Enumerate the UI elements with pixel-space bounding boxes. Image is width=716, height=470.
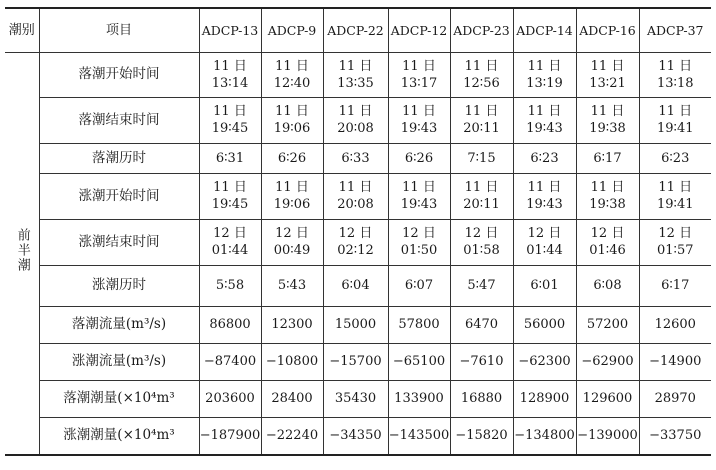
value-cell [323, 97, 388, 143]
value-day: 12 日 [590, 226, 625, 241]
value-cell [261, 173, 323, 219]
value-text: 12∶40 [273, 75, 311, 91]
value-text: 133900 [394, 391, 444, 406]
value-text: 19∶45 [211, 121, 249, 136]
value-text: 01∶44 [211, 243, 249, 258]
value-text: 12600 [654, 317, 696, 332]
value-cell [450, 143, 513, 173]
value-text: 6∶07 [404, 278, 434, 293]
value-cell [513, 97, 576, 143]
value-cell [261, 97, 323, 143]
value-cell [639, 380, 711, 417]
value-cell [323, 306, 388, 343]
value-text: 6∶17 [593, 150, 622, 166]
value-cell [199, 306, 261, 343]
table-row [5, 173, 711, 219]
value-text: 19∶43 [400, 121, 438, 136]
table-row [5, 417, 711, 455]
item-cell: 涨潮结束时间 [39, 219, 199, 265]
value-text: 6∶08 [593, 278, 622, 293]
value-text: 5∶58 [215, 278, 245, 293]
value-cell [388, 143, 450, 173]
value-text: 12∶56 [463, 75, 500, 91]
value-text: 6∶17 [661, 278, 690, 293]
value-text: 5∶47 [467, 278, 496, 293]
value-text: −33750 [649, 428, 702, 444]
header-row [5, 8, 711, 52]
item-cell: 落潮历时 [39, 143, 199, 173]
header-item-label: 项目 [105, 22, 132, 38]
value-text: −62900 [581, 354, 634, 369]
value-text: 01∶44 [526, 243, 563, 258]
value-cell [450, 343, 513, 380]
value-day: 11 日 [527, 58, 562, 74]
value-text: 57800 [398, 317, 440, 332]
value-day: 11 日 [275, 104, 309, 119]
item-cell: 涨潮潮量(×10⁴m³ [39, 417, 199, 455]
value-cell [576, 97, 639, 143]
value-cell [639, 417, 711, 455]
value-text: 13∶35 [337, 75, 374, 91]
value-cell [639, 219, 711, 265]
value-cell [576, 380, 639, 417]
value-cell [513, 52, 576, 97]
value-cell [199, 380, 261, 417]
value-text: 35430 [334, 391, 377, 406]
item-cell: 落潮潮量(×10⁴m³ [39, 380, 199, 417]
value-cell [639, 306, 711, 343]
value-day: 12 日 [464, 226, 499, 241]
value-text: 56000 [523, 317, 566, 332]
value-cell [576, 306, 639, 343]
value-cell [323, 343, 388, 380]
value-cell [450, 265, 513, 306]
value-text: 15000 [334, 317, 377, 332]
value-cell [323, 219, 388, 265]
value-text: 19∶38 [589, 121, 626, 136]
value-text: −34350 [329, 428, 382, 444]
value-cell [199, 143, 261, 173]
value-text: 19∶38 [589, 197, 626, 212]
header-station: ADCP-37 [639, 8, 711, 52]
value-day: 12 日 [527, 226, 562, 241]
table-row [5, 97, 711, 143]
value-cell [576, 143, 639, 173]
header-tide-type-label: 潮别 [8, 22, 35, 38]
value-cell [388, 306, 450, 343]
value-cell [639, 343, 711, 380]
value-text: 28400 [271, 391, 313, 406]
value-text: 19∶43 [526, 197, 563, 212]
value-text: 19∶06 [273, 197, 311, 212]
value-text: −187900 [199, 428, 261, 444]
value-text: −87400 [203, 354, 257, 369]
value-text: 00∶49 [273, 243, 311, 258]
value-text: 203600 [205, 391, 255, 406]
value-cell [639, 97, 711, 143]
value-day: 11 日 [527, 104, 562, 119]
value-cell [261, 306, 323, 343]
value-text: 19∶41 [657, 197, 694, 212]
value-text: −15700 [329, 354, 382, 369]
value-text: 16880 [460, 391, 503, 406]
value-text: 5∶43 [277, 278, 307, 293]
value-cell [388, 265, 450, 306]
value-text: 19∶45 [211, 197, 249, 212]
value-text: 01∶57 [657, 243, 694, 258]
value-cell [576, 417, 639, 455]
value-cell [513, 173, 576, 219]
value-cell [576, 52, 639, 97]
group-label: 前半潮 [14, 228, 30, 274]
header-station: ADCP-16 [576, 8, 639, 52]
value-day: 12 日 [658, 226, 693, 241]
value-text: 6∶04 [341, 278, 370, 293]
value-text: −22240 [265, 428, 319, 444]
value-cell [388, 343, 450, 380]
value-cell [639, 173, 711, 219]
table-row [5, 265, 711, 306]
value-text: −62300 [518, 354, 571, 369]
item-cell: 涨潮历时 [39, 265, 199, 306]
value-text: 01∶58 [463, 243, 500, 258]
value-text: −65100 [392, 354, 446, 369]
value-cell [199, 97, 261, 143]
value-cell [261, 143, 323, 173]
value-text: 13∶19 [526, 75, 563, 91]
table-row [5, 343, 711, 380]
value-cell [199, 173, 261, 219]
table-row [5, 306, 711, 343]
value-day: 11 日 [658, 58, 693, 74]
item-cell: 落潮结束时间 [39, 97, 199, 143]
group-cell [5, 52, 39, 455]
value-day: 11 日 [338, 104, 373, 119]
tide-data-table [5, 7, 711, 456]
value-cell [513, 265, 576, 306]
value-cell [513, 417, 576, 455]
value-text: 20∶11 [463, 197, 500, 212]
value-day: 11 日 [338, 180, 373, 195]
value-day: 11 日 [658, 180, 693, 195]
value-text: 86800 [209, 317, 251, 332]
value-day: 11 日 [402, 104, 436, 119]
value-text: 13∶17 [400, 75, 438, 91]
value-cell [388, 219, 450, 265]
table-row [5, 380, 711, 417]
value-day: 11 日 [213, 180, 247, 195]
value-text: 19∶43 [526, 121, 563, 136]
header-station: ADCP-12 [388, 8, 450, 52]
header-item [39, 8, 199, 52]
value-cell [323, 265, 388, 306]
value-text: 19∶06 [273, 121, 311, 136]
value-cell [199, 219, 261, 265]
value-cell [450, 219, 513, 265]
value-cell [513, 306, 576, 343]
value-text: 6∶26 [277, 150, 307, 166]
table-row [5, 219, 711, 265]
value-cell [388, 417, 450, 455]
value-cell [639, 143, 711, 173]
value-text: −14900 [649, 354, 702, 369]
value-cell [639, 265, 711, 306]
value-day: 11 日 [213, 58, 247, 74]
value-text: −134800 [514, 428, 575, 444]
value-cell [450, 173, 513, 219]
value-text: 6∶26 [404, 150, 434, 166]
value-day: 11 日 [590, 104, 625, 119]
value-cell [576, 265, 639, 306]
header-tide-type [5, 8, 39, 52]
value-text: 01∶50 [400, 243, 438, 258]
value-cell [576, 343, 639, 380]
value-day: 11 日 [402, 58, 436, 74]
value-cell [323, 417, 388, 455]
value-cell [639, 52, 711, 97]
value-day: 12 日 [402, 226, 436, 241]
value-text: 20∶11 [463, 121, 500, 136]
value-day: 11 日 [338, 58, 373, 74]
value-text: 13∶18 [657, 75, 694, 91]
value-text: 128900 [519, 391, 570, 406]
item-cell: 涨潮流量(m³/s) [39, 343, 199, 380]
header-station: ADCP-13 [199, 8, 261, 52]
value-day: 11 日 [275, 58, 309, 74]
item-cell: 落潮流量(m³/s) [39, 306, 199, 343]
value-cell [261, 219, 323, 265]
value-text: 6∶01 [530, 278, 559, 293]
value-text: 19∶41 [657, 121, 694, 136]
value-cell [199, 265, 261, 306]
value-cell [450, 380, 513, 417]
header-station: ADCP-22 [323, 8, 388, 52]
value-text: 13∶14 [211, 75, 249, 91]
value-day: 11 日 [527, 180, 562, 195]
value-cell [199, 343, 261, 380]
value-text: 19∶43 [400, 197, 438, 212]
value-day: 11 日 [213, 104, 247, 119]
value-cell [513, 343, 576, 380]
value-cell [450, 97, 513, 143]
value-cell [261, 265, 323, 306]
value-cell [388, 52, 450, 97]
value-text: −7610 [459, 354, 504, 369]
value-text: 6∶33 [341, 150, 370, 166]
table-row [5, 143, 711, 173]
value-text: 7∶15 [467, 150, 496, 166]
value-text: −139000 [577, 428, 638, 444]
header-station: ADCP-23 [450, 8, 513, 52]
value-day: 11 日 [464, 104, 499, 119]
value-cell [388, 380, 450, 417]
value-text: −15820 [455, 428, 508, 444]
value-day: 12 日 [275, 226, 309, 241]
value-day: 11 日 [590, 58, 625, 74]
value-cell [576, 219, 639, 265]
value-text: 6∶31 [215, 150, 245, 166]
value-cell [323, 173, 388, 219]
header-station: ADCP-9 [261, 8, 323, 52]
value-cell [323, 143, 388, 173]
value-cell [261, 343, 323, 380]
value-day: 11 日 [590, 180, 625, 195]
header-station: ADCP-14 [513, 8, 576, 52]
value-text: −10800 [265, 354, 319, 369]
value-text: 20∶08 [337, 121, 374, 136]
value-day: 12 日 [338, 226, 373, 241]
value-cell [513, 143, 576, 173]
value-cell [388, 173, 450, 219]
value-text: 01∶46 [589, 243, 626, 258]
value-day: 11 日 [464, 58, 499, 74]
value-day: 11 日 [402, 180, 436, 195]
value-text: 28970 [654, 391, 696, 406]
value-cell [323, 52, 388, 97]
value-text: 12300 [271, 317, 313, 332]
value-cell [323, 380, 388, 417]
item-cell: 涨潮开始时间 [39, 173, 199, 219]
value-text: 6∶23 [661, 150, 690, 166]
value-cell [261, 52, 323, 97]
table-row [5, 52, 711, 97]
value-day: 12 日 [213, 226, 247, 241]
value-day: 11 日 [275, 180, 309, 195]
table-body [5, 52, 711, 455]
value-text: 13∶21 [589, 75, 626, 91]
value-cell [513, 380, 576, 417]
value-cell [450, 417, 513, 455]
value-cell [199, 52, 261, 97]
value-cell [261, 417, 323, 455]
value-text: 129600 [582, 391, 633, 406]
value-cell [199, 417, 261, 455]
value-text: 20∶08 [337, 197, 374, 212]
value-day: 11 日 [658, 104, 693, 119]
value-text: 02∶12 [337, 243, 374, 258]
item-cell: 落潮开始时间 [39, 52, 199, 97]
value-cell [450, 306, 513, 343]
value-text: 6∶23 [530, 150, 559, 166]
value-cell [388, 97, 450, 143]
value-text: −143500 [388, 428, 450, 444]
value-text: 57200 [586, 317, 629, 332]
value-text: 6470 [464, 317, 499, 332]
value-cell [576, 173, 639, 219]
value-cell [261, 380, 323, 417]
value-cell [513, 219, 576, 265]
value-cell [450, 52, 513, 97]
value-day: 11 日 [464, 180, 499, 195]
